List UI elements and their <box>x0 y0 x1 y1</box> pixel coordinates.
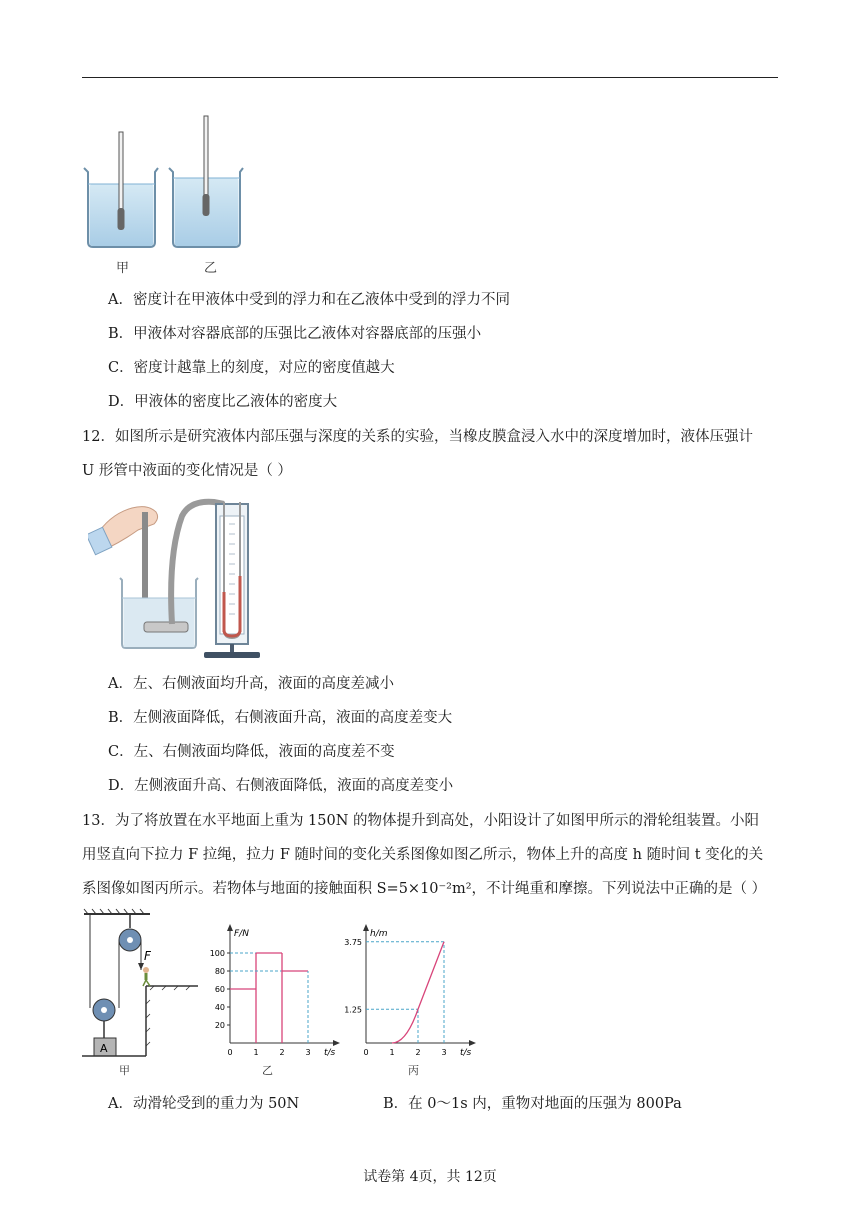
q12-option-b: B．左侧液面降低，右侧液面升高，液面的高度差变大 <box>108 710 453 726</box>
x-tick-label: 1 <box>389 1048 395 1057</box>
x-axis-label: t/s <box>324 1048 336 1058</box>
y-tick-label: 1.25 <box>344 1005 362 1015</box>
y-tick-label: 3.75 <box>344 937 362 947</box>
q13-option-a: A．动滑轮受到的重力为 50N <box>108 1096 300 1112</box>
x-tick-label: 3 <box>441 1048 447 1057</box>
x-axis-label: t/s <box>460 1048 472 1058</box>
q12-stem-line-1: 12．如图所示是研究液体内部压强与深度的关系的实验，当橡皮膜盒浸入水中的深度增加时，液体压强计 <box>82 429 753 445</box>
figure-label-yi-q13: 乙 <box>262 1064 273 1077</box>
q12-stem-line-2: U 形管中液面的变化情况是（ ） <box>82 463 292 479</box>
y-tick-label: 20 <box>214 1021 225 1030</box>
u-tube-manometer-figure <box>88 494 288 664</box>
q11-option-b: B．甲液体对容器底部的压强比乙液体对容器底部的压强小 <box>108 326 482 342</box>
figure-label-yi: 乙 <box>204 261 218 276</box>
header-rule <box>82 77 778 78</box>
q11-option-d: D．甲液体的密度比乙液体的密度大 <box>108 394 338 410</box>
x-tick-label: 3 <box>305 1048 311 1057</box>
q12-option-c: C．左、右侧液面均降低，液面的高度差不变 <box>108 744 395 760</box>
y-axis-label: F/N <box>234 929 249 939</box>
q13-stem-line-1: 13．为了将放置在水平地面上重为 150N 的物体提升到高处，小阳设计了如图甲所示的滑轮组装置。小阳 <box>82 813 760 829</box>
y-tick-label: 100 <box>209 949 225 958</box>
q11-option-c: C．密度计越靠上的刻度，对应的密度值越大 <box>108 360 395 376</box>
y-tick-label: 80 <box>214 967 225 976</box>
x-axis-arrow <box>469 1040 476 1046</box>
x-tick-label: 1 <box>253 1048 259 1057</box>
page-footer: 试卷第 4页，共 12页 <box>363 1169 497 1185</box>
hydrometer-beakers-figure <box>80 110 250 280</box>
x-axis-arrow <box>333 1040 340 1046</box>
x-tick-label: 0 <box>227 1048 233 1057</box>
x-tick-label: 0 <box>363 1048 369 1057</box>
force-time-chart <box>208 918 348 1058</box>
y-tick-label: 40 <box>214 1003 225 1012</box>
y-axis-arrow <box>363 924 369 931</box>
q13-stem-line-3: 系图像如图丙所示。若物体与地面的接触面积 S=5×10⁻²m²，不计绳重和摩擦。下列说法中正确的是（ ） <box>82 881 767 897</box>
y-axis-label: h/m <box>370 929 388 939</box>
y-tick-label: 60 <box>214 985 225 994</box>
force-label-f: F <box>144 949 151 963</box>
height-time-chart <box>344 918 484 1058</box>
figure-label-bing: 丙 <box>408 1064 419 1077</box>
x-tick-label: 2 <box>279 1048 285 1057</box>
figure-label-jia: 甲 <box>116 261 130 276</box>
block-label-a: A <box>100 1042 108 1055</box>
x-tick-label: 2 <box>415 1048 421 1057</box>
q11-option-a: A．密度计在甲液体中受到的浮力和在乙液体中受到的浮力不同 <box>108 292 510 308</box>
q13-option-b: B．在 0～1s 内，重物对地面的压强为 800Pa <box>383 1096 682 1112</box>
y-axis-arrow <box>227 924 233 931</box>
figure-label-jia-q13: 甲 <box>119 1064 130 1077</box>
pulley-system-figure <box>80 908 210 1076</box>
q12-option-d: D．左侧液面升高、右侧液面降低，液面的高度差变小 <box>108 778 454 794</box>
q13-stem-line-2: 用竖直向下拉力 F 拉绳，拉力 F 随时间的变化关系图像如图乙所示，物体上升的高度 h 随时间 t 变化的关 <box>82 847 764 863</box>
q12-option-a: A．左、右侧液面均升高，液面的高度差减小 <box>108 676 394 692</box>
